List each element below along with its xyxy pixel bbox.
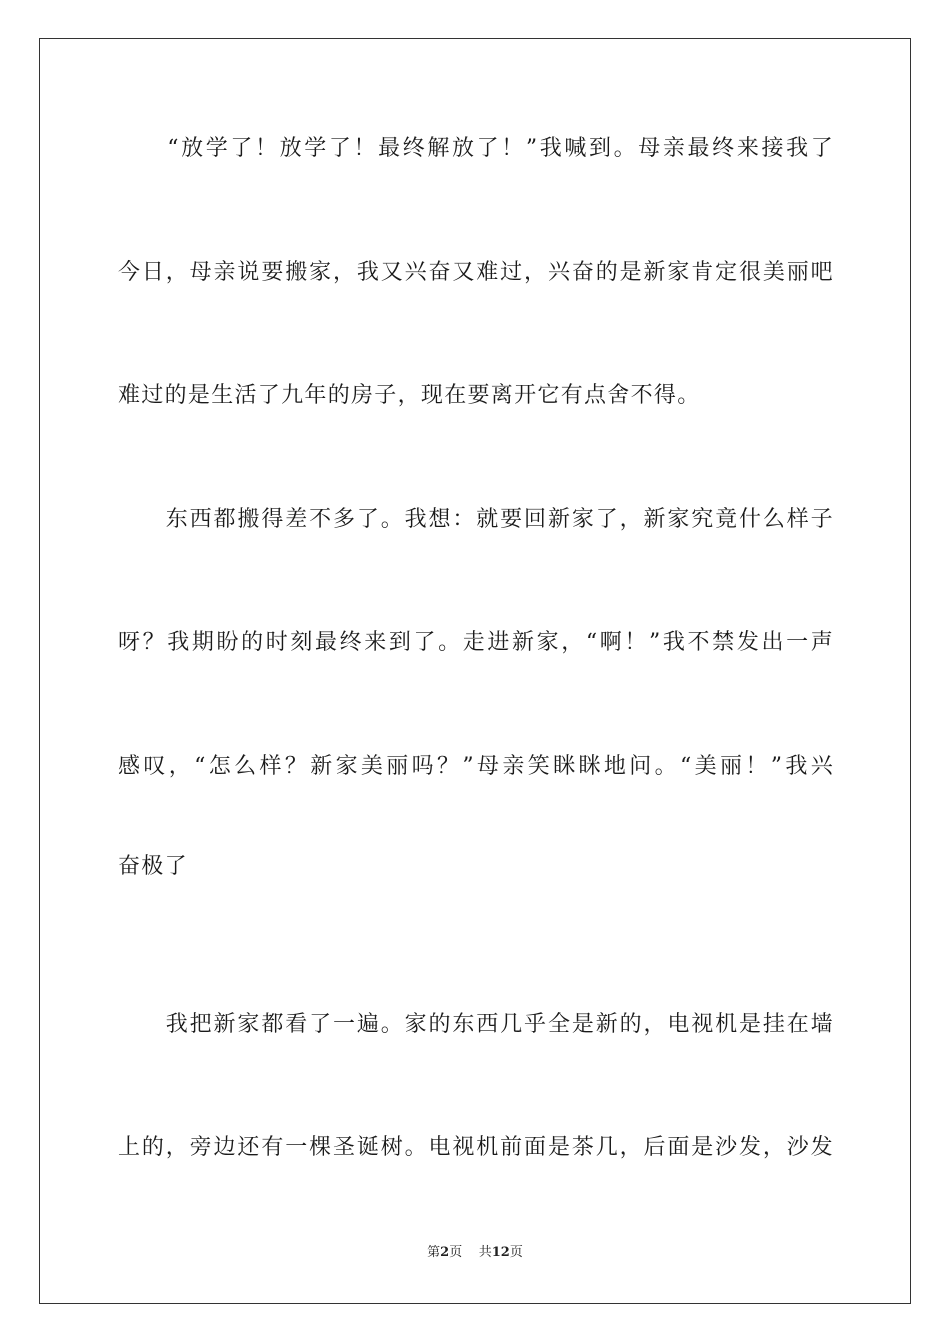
text-line-7: 奋极了 xyxy=(118,854,188,879)
footer-page-number: 2 xyxy=(440,1245,450,1260)
text-line-3: 难过的是生活了九年的房子，现在要离开它有点舍不得。 xyxy=(118,383,701,408)
page-border xyxy=(39,38,911,1304)
footer-total-pages: 12 xyxy=(491,1245,510,1260)
footer-page-prefix: 第 xyxy=(427,1245,441,1260)
text-line-2: 今日，母亲说要搬家，我又兴奋又难过，兴奋的是新家肯定很美丽吧 xyxy=(118,260,834,285)
text-line-1: “放学了！放学了！最终解放了！”我喊到。母亲最终来接我了 xyxy=(118,136,834,161)
footer-total-prefix: 共 xyxy=(478,1245,492,1260)
text-line-9: 上的，旁边还有一棵圣诞树。电视机前面是茶几，后面是沙发，沙发 xyxy=(118,1135,834,1160)
footer-page-suffix: 页 xyxy=(449,1245,463,1260)
page-footer xyxy=(0,1244,950,1262)
text-line-5: 呀？我期盼的时刻最终来到了。走进新家，“啊！”我不禁发出一声 xyxy=(118,630,834,655)
text-line-6: 感叹，“怎么样？新家美丽吗？”母亲笑眯眯地问。“美丽！”我兴 xyxy=(118,754,834,779)
text-line-8: 我把新家都看了一遍。家的东西几乎全是新的，电视机是挂在墙 xyxy=(118,1012,834,1037)
text-line-4: 东西都搬得差不多了。我想：就要回新家了，新家究竟什么样子 xyxy=(118,507,834,532)
footer-total-suffix: 页 xyxy=(509,1245,523,1260)
